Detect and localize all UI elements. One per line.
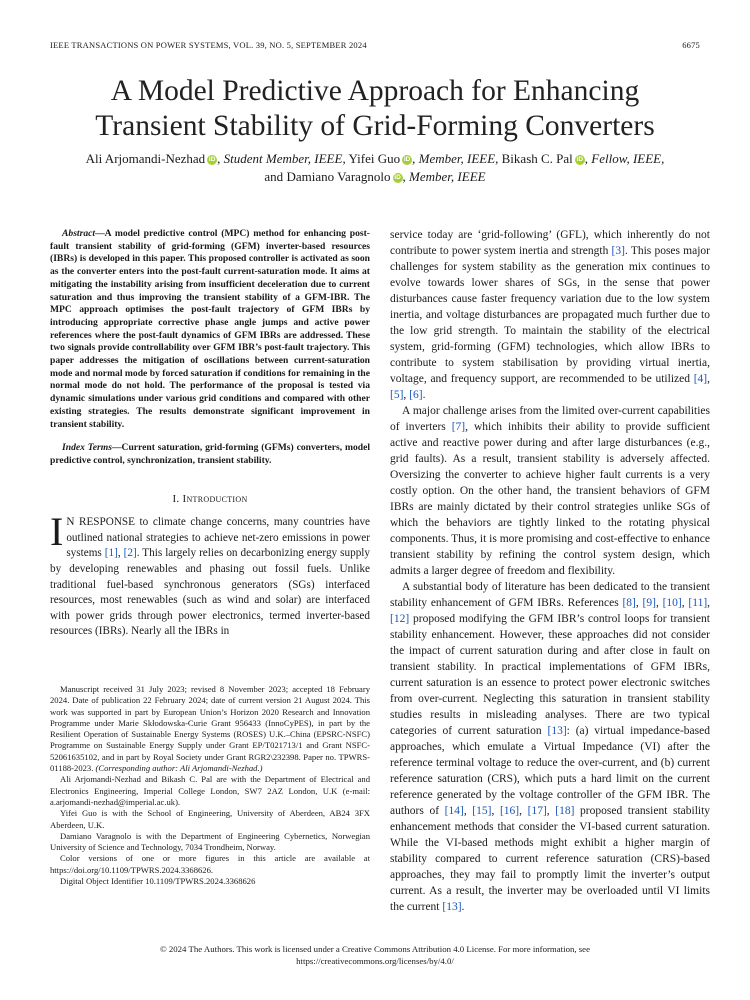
body-paragraph: service today are ‘grid-following’ (GFL), which inherently do not contribute to power system inertia and strength [3]. This poses major challenges for system stability as the generation mix continues to evolve towards lower shares of SGs, in the sense that power disturbances cause faster frequency variation due to the low system inertia, and voltage disturbances are propagated much further due to the low grid strength. To maintain the stability of the electrical system, grid-forming (GFM) technologies, which allow IBRs to contribute to system stabilisation by providing virtual inertia, voltage, and frequency support, are recommended to be utilized [4], [5], [6].: [390, 229, 710, 401]
footnote-affiliation: Yifei Guo is with the School of Engineering, University of Aberdeen, AB24 3FX Aberdeen, U.K.: [50, 808, 370, 830]
body-text: proposed transient stability enhancement methods that consider the VI-based current saturation. While the VI-based methods might exhibit a higher margin of stability compared to current reference saturation (CRS)-based approaches, they may fail to promptly limit the inverter’s output current. As a result, the inverter may be overloaded until VI limits the current: [390, 805, 711, 913]
citation-link[interactable]: [17]: [527, 805, 547, 817]
body-text: . This poses major challenges for system stability as the generation mix continues to evolve towards lower shares of SGs, in the sense that power disturbances cause faster frequency variation due to the low system inertia, and voltage disturbances are propagated much further due to the low grid strength. To maintain the stability of the electrical system, grid-forming (GFM) technologies, which allow IBRs to contribute to system stabilisation by providing virtual inertia, voltage, and frequency support, are recommended to be utilized: [390, 245, 710, 385]
paper-title: [40, 74, 710, 144]
index-terms: [50, 442, 370, 467]
license-notice: [40, 943, 710, 967]
abstract-label: Abstract: [62, 228, 96, 239]
footnote-text: Manuscript received 31 July 2023; revised 8 November 2023; accepted 18 February 2024. Date of publication 22 February 2024; date of current version 21 August 2024. This work was supported in part by European Union’s Horizon 2020 Research and Innovation Programme under Marie Skłodowska-Curie Grant 956433 (InnoCyPES), in part by the Resilient Operation of Sustainable Energy Systems (ROSES) U.K.–China (EPSRC-NSFC) Programme on Sustainable Energy Supply under Grant EP/T021713/1 and Grant NSFC-52061635102, and in part by Royal Society under Grant RGR2\232398. Paper no. TPWRS-01188-2023.: [50, 684, 370, 774]
body-text: service today are ‘grid-following’ (GFL), which inherently do not contribute to power system inertia and strength: [390, 229, 710, 257]
page-number: 6675: [682, 40, 700, 50]
footnote-doi: Digital Object Identifier 10.1109/TPWRS.2024.3368626: [60, 876, 256, 887]
citation-link[interactable]: [5]: [390, 389, 404, 401]
footnote-color-versions: Color versions of one or more figures in this article are available at https://doi.org/10.1109/TPWRS.2024.3368626.: [50, 853, 370, 875]
author-membership: Member, IEEE: [418, 151, 496, 166]
footnote-affiliation: Ali Arjomandi-Nezhad and Bikash C. Pal are with the Department of Electrical and Electronics Engineering, Imperial College London, SW7 2AZ London, U.K (e-mail: a.arjomandi-nezhad@imperial.ac.uk).: [50, 774, 370, 807]
orcid-icon[interactable]: iD: [394, 174, 401, 181]
intro-paragraph: [50, 509, 370, 640]
title-line-1: A Model Predictive Approach for Enhancing: [110, 75, 640, 107]
citation-link[interactable]: [14]: [444, 805, 464, 817]
citation-link[interactable]: [7]: [451, 421, 466, 433]
corresponding-author: (Corresponding author: Ali Arjomandi-Nezhad.): [95, 763, 263, 774]
author-name: Damiano Varagnolo: [286, 169, 391, 184]
citation-link[interactable]: [13]: [547, 725, 567, 737]
orcid-icon[interactable]: iD: [403, 156, 411, 163]
citation-separator: ,: [117, 547, 124, 560]
citation-link[interactable]: [3]: [611, 245, 625, 257]
citation-link[interactable]: [15]: [472, 805, 492, 817]
body-text: proposed modifying the GFM IBR’s control loops for transient stability enhancement. However, these approaches did not consider the impact of current saturation during and after close in fault on transient stability. In practical implementations of GFM IBRs, current saturation is an essence to protect power electronic switches from over-current. Neglecting this saturation in transient stability studies results in misleading analyses. There are two typical categories of current saturation: [390, 613, 710, 737]
intro-text: N RESPONSE to climate change concerns, many countries have outlined national strategies to achieve net-zero emissions in power systems: [66, 516, 370, 560]
orcid-icon[interactable]: iD: [208, 156, 216, 163]
abstract-text: —A model predictive control (MPC) method for enhancing post-fault transient stability of grid-forming (GFM) inverter-based resources (IBRs) is developed in this paper. This proposed controller is activated as soon as the converter enters into the post-fault current-saturation mode. It aims at mitigating the instability arising from insufficient deceleration due to current saturation and thus improving the transient stability of a GFM-IBR. The MPC approach optimises the post-fault trajectory of GFM IBRs by introducing appropriate corrective phase angle jumps and active power references where the post-fault dynamics of GFM IBRs are addressed. These two signals provide controllability over GFM IBR’s post-fault trajectory. This paper addresses the mitigation of oscillations between current-saturation mode and normal mode by forced saturation if conditions for remaining in the normal mode do not hold. The performance of the proposal is tested via dynamic simulations under various grid conditions and compared with other existing strategies. The results demonstrate significant improvement in transient stability.: [50, 228, 370, 430]
author-list: Ali Arjomandi-Nezhad iD , Student Member, IEEE, Yifei Guo iD , Member, IEEE, Bikash C. Pal iD , Fellow, IEEE, and Damiano Varagnolo iD , Member, IEEE: [85, 151, 665, 184]
license-url[interactable]: https://creativecommons.org/licenses/by/4.0/: [296, 956, 454, 966]
citation-link[interactable]: [8]: [622, 597, 636, 609]
footnotes: [50, 684, 370, 887]
citation-link[interactable]: [4]: [693, 373, 708, 385]
section-title: Introduction: [182, 492, 248, 505]
index-terms-text: —Current saturation, grid-forming (GFMs) converters, model predictive control, synchronization, transient stability.: [50, 442, 370, 466]
intro-text: . This largely relies on decarbonizing energy supply by developing renewables and phasing out fossil fuels. Unlike traditional fuel-based synchronous generators (SGs) interfaced resources, most renewables (such as wind and solar) are interfaced with power grids through power electronics, termed inverter-based resources (IBRs). Nearly all the IBRs in: [50, 547, 370, 638]
citation-link[interactable]: [1]: [104, 547, 118, 560]
body-text: A substantial body of literature has been dedicated to the transient stability enhancement of GFM IBRs. References: [390, 581, 710, 609]
footnote-manuscript: [50, 684, 370, 774]
author-name: Bikash C. Pal: [501, 151, 573, 166]
citation-link[interactable]: [6]: [409, 389, 423, 401]
citation-link[interactable]: [10]: [662, 597, 682, 609]
body-text: A major challenge arises from the limited over-current capabilities of inverters: [390, 405, 710, 433]
citation-link[interactable]: [9]: [642, 597, 656, 609]
left-column: [50, 228, 370, 640]
citation-link[interactable]: [2]: [123, 547, 137, 560]
body-text: : (a) virtual impedance-based approaches, which emulate a Virtual Impedance (VI) after the reference terminal voltage to reduce the over-current, and (b) current reference saturation (CRS), which puts a hard limit on the current reference generated by the voltage controller of the GFM IBR. The authors of: [390, 725, 710, 817]
author-conjunction: and: [264, 169, 284, 184]
drop-cap: I: [50, 509, 64, 555]
body-paragraph: [390, 403, 710, 579]
section-heading: [50, 492, 370, 508]
body-text: .: [461, 901, 465, 913]
citation-link[interactable]: [13]: [442, 901, 462, 913]
citation-link[interactable]: [11]: [688, 597, 708, 609]
right-column: [390, 227, 710, 915]
license-line: © 2024 The Authors. This work is licensed under a Creative Commons Attribution 4.0 License. For more information, see: [159, 944, 590, 954]
body-paragraph: A substantial body of literature has been dedicated to the transient stability enhancement of GFM IBRs. References [8], [9], [10], [11], [12] proposed modifying the GFM IBR’s control loops for transient stability enhancement. However, these approaches did not consider the impact of current saturation during and after close in fault on transient stability. In practical implementations of GFM IBRs, current saturation is an essence to protect power electronic switches from over-current. Neglecting this saturation in transient stability studies results in misleading analyses. There are two typical categories of current saturation [13]: (a) virtual impedance-based approaches, which emulate a Virtual Impedance (VI) after the reference terminal voltage to reduce the over-current, and (b) current reference saturation (CRS), which puts a hard limit on the current reference generated by the voltage controller of the GFM IBR. The authors of [14], [15], [16], [17], [18] proposed transient stability enhancement methods that consider the VI-based current saturation. While the VI-based methods might exhibit a higher margin of stability compared to current reference saturation (CRS)-based approaches, they may fail to promptly limit the inverter’s output current. As a result, the inverter may be overloaded until VI limits the current [13].: [390, 581, 711, 913]
author-name: Yifei Guo: [348, 151, 401, 166]
author-membership: Fellow, IEEE: [591, 151, 662, 166]
abstract: [50, 228, 370, 431]
section-number: I.: [172, 492, 180, 505]
citation-link[interactable]: [12]: [390, 613, 410, 625]
author-membership: Member, IEEE: [409, 169, 486, 184]
body-text: , which inhibits their ability to provide sufficient active and reactive power during and after large disturbances (e.g., grid faults). As a result, transient stability is adversely affected. Oversizing the converter to achieve higher fault currents is a very costly option. On the other hand, the transient behaviors of GFM IBRs are mainly dictated by their control strategies unlike SGs of which the behaviors are tightly linked to the rotating physical components. Thus, it is more promising and cost-effective to enhance transient stability by refining the control system design, which admits a larger degree of freedom and flexibility.: [390, 421, 710, 577]
running-header-journal: IEEE TRANSACTIONS ON POWER SYSTEMS, VOL. 39, NO. 5, SEPTEMBER 2024: [50, 40, 367, 50]
citation-link[interactable]: [18]: [555, 805, 575, 817]
title-line-2: Transient Stability of Grid-Forming Converters: [95, 110, 655, 142]
citation-link[interactable]: [16]: [499, 805, 520, 817]
author-name: Ali Arjomandi-Nezhad: [85, 151, 206, 166]
author-membership: Student Member, IEEE: [223, 151, 343, 166]
orcid-icon[interactable]: iD: [576, 156, 584, 163]
footnote-affiliation: Damiano Varagnolo is with the Department of Engineering Cybernetics, Norwegian University of Science and Technology, 7034 Trondheim, Norway.: [50, 830, 370, 853]
index-terms-label: Index Terms: [62, 442, 112, 454]
